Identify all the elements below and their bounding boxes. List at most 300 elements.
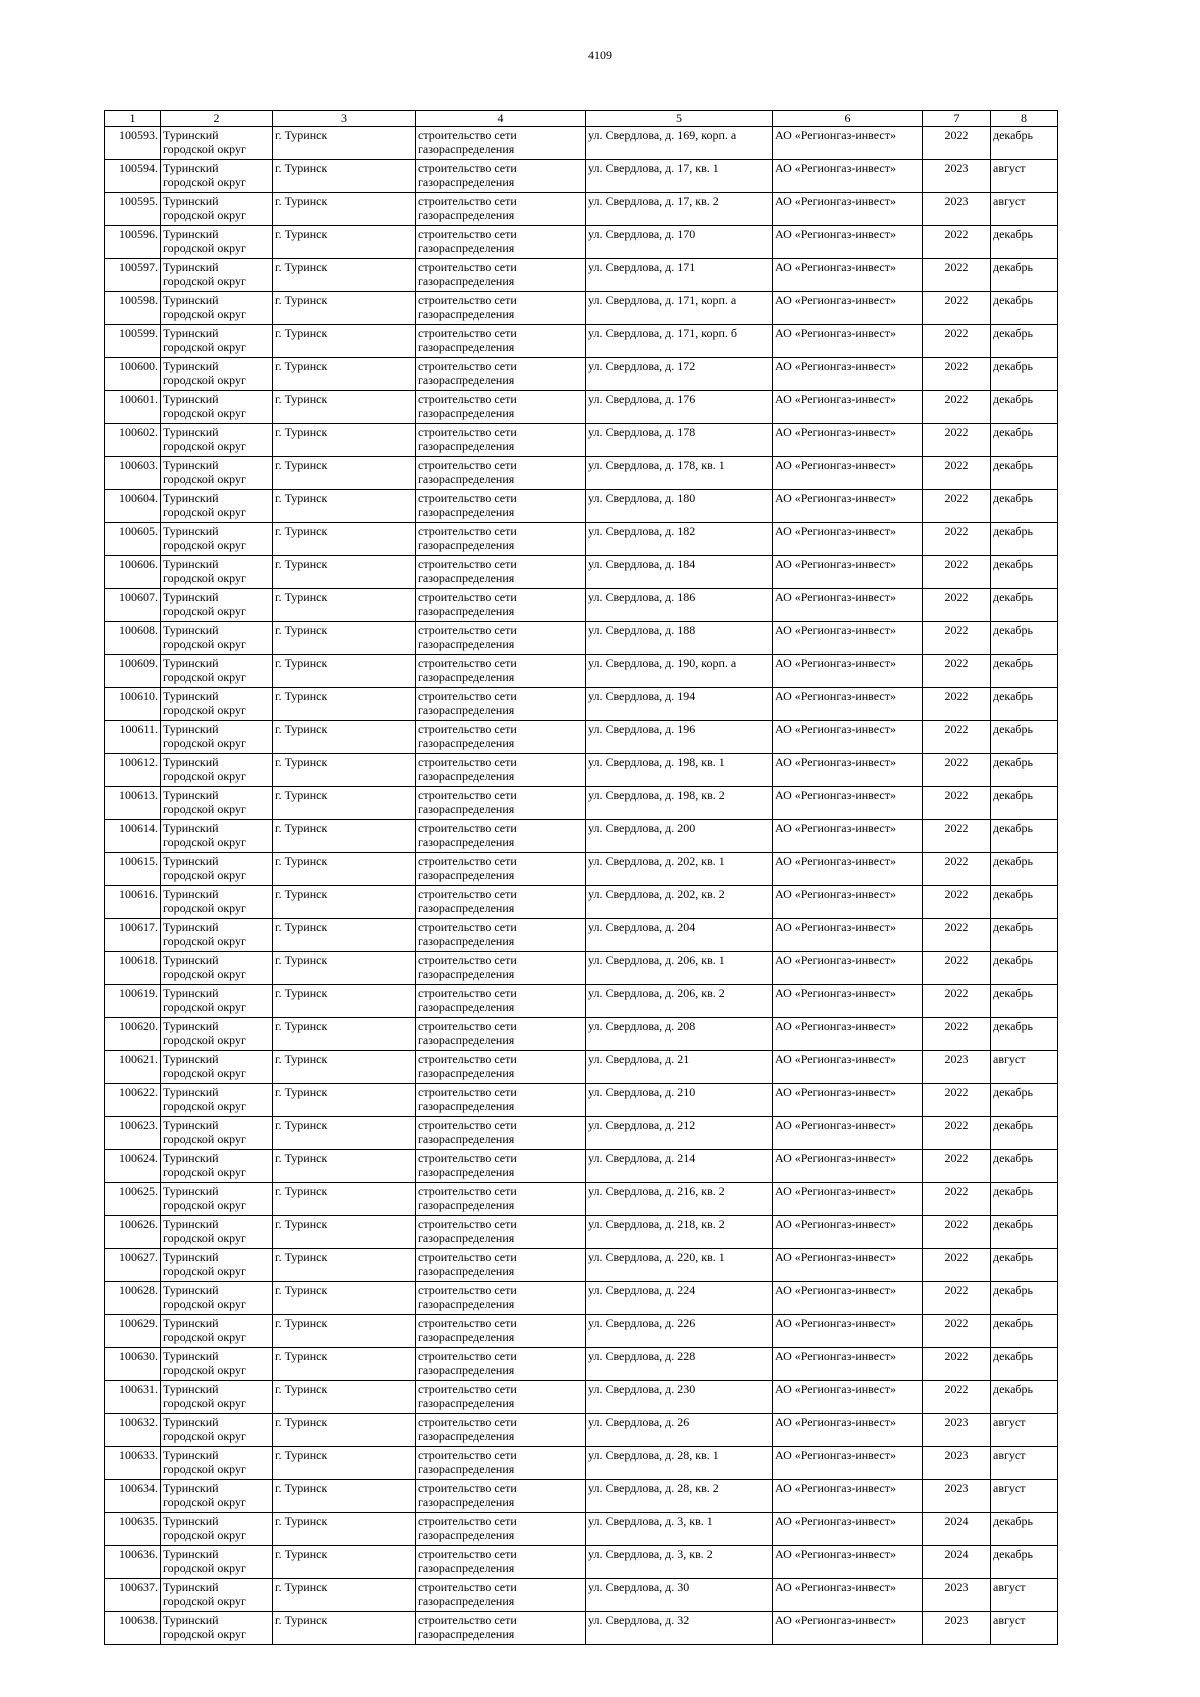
work-type-cell: [416, 721, 586, 754]
address-cell: ул. Свердлова, д. 3, кв. 2: [586, 1546, 773, 1579]
work-type-cell: [416, 556, 586, 589]
town-cell: г. Туринск: [273, 1612, 416, 1645]
month-cell: декабрь: [991, 1018, 1058, 1051]
work-type-line: газораспределения: [418, 967, 515, 981]
year-cell: 2022: [923, 1282, 991, 1315]
operator-cell: АО «Регионгаз-инвест»: [773, 424, 923, 457]
month-cell: декабрь: [991, 358, 1058, 391]
table-row: [105, 1447, 1058, 1480]
work-type-cell: [416, 523, 586, 556]
work-type-line: строительство сети: [418, 788, 517, 802]
district-cell: [161, 1513, 273, 1546]
address-cell: ул. Свердлова, д. 194: [586, 688, 773, 721]
work-type-line: строительство сети: [418, 1118, 517, 1132]
work-type-line: строительство сети: [418, 557, 517, 571]
work-type-line: строительство сети: [418, 755, 517, 769]
row-number: 100607.: [105, 589, 161, 622]
year-cell: 2022: [923, 985, 991, 1018]
table-row: [105, 1018, 1058, 1051]
address-cell: ул. Свердлова, д. 3, кв. 1: [586, 1513, 773, 1546]
work-type-line: газораспределения: [418, 1033, 515, 1047]
work-type-line: газораспределения: [418, 1594, 515, 1608]
district-line: городской округ: [163, 967, 246, 981]
operator-cell: АО «Регионгаз-инвест»: [773, 1447, 923, 1480]
month-cell: декабрь: [991, 1546, 1058, 1579]
year-cell: 2022: [923, 853, 991, 886]
table-row: [105, 589, 1058, 622]
work-type-line: строительство сети: [418, 953, 517, 967]
work-type-line: газораспределения: [418, 1627, 515, 1641]
operator-cell: АО «Регионгаз-инвест»: [773, 1150, 923, 1183]
district-line: Туринский: [163, 293, 219, 307]
month-cell: декабрь: [991, 754, 1058, 787]
district-cell: [161, 193, 273, 226]
district-line: Туринский: [163, 1217, 219, 1231]
row-number: 100608.: [105, 622, 161, 655]
address-cell: ул. Свердлова, д. 171, корп. а: [586, 292, 773, 325]
address-cell: ул. Свердлова, д. 218, кв. 2: [586, 1216, 773, 1249]
district-cell: [161, 424, 273, 457]
work-type-line: газораспределения: [418, 802, 515, 816]
work-type-cell: [416, 490, 586, 523]
district-cell: [161, 754, 273, 787]
work-type-line: строительство сети: [418, 1151, 517, 1165]
row-number: 100599.: [105, 325, 161, 358]
work-type-line: газораспределения: [418, 406, 515, 420]
address-cell: ул. Свердлова, д. 26: [586, 1414, 773, 1447]
table-row: [105, 1546, 1058, 1579]
operator-cell: АО «Регионгаз-инвест»: [773, 721, 923, 754]
month-cell: декабрь: [991, 1249, 1058, 1282]
district-line: городской округ: [163, 1462, 246, 1476]
address-cell: ул. Свердлова, д. 171, корп. б: [586, 325, 773, 358]
year-cell: 2022: [923, 688, 991, 721]
month-cell: декабрь: [991, 1150, 1058, 1183]
table-row: [105, 457, 1058, 490]
district-cell: [161, 490, 273, 523]
work-type-line: строительство сети: [418, 590, 517, 604]
district-line: городской округ: [163, 1165, 246, 1179]
table-body: [105, 127, 1058, 1645]
work-type-cell: [416, 226, 586, 259]
district-cell: [161, 292, 273, 325]
month-cell: декабрь: [991, 490, 1058, 523]
district-cell: [161, 1183, 273, 1216]
district-line: городской округ: [163, 571, 246, 585]
table-row: [105, 1282, 1058, 1315]
year-cell: 2022: [923, 655, 991, 688]
work-type-cell: [416, 457, 586, 490]
address-cell: ул. Свердлова, д. 186: [586, 589, 773, 622]
operator-cell: АО «Регионгаз-инвест»: [773, 1051, 923, 1084]
address-cell: ул. Свердлова, д. 226: [586, 1315, 773, 1348]
operator-cell: АО «Регионгаз-инвест»: [773, 391, 923, 424]
year-cell: 2022: [923, 820, 991, 853]
row-number: 100613.: [105, 787, 161, 820]
year-cell: 2024: [923, 1546, 991, 1579]
table-row: [105, 952, 1058, 985]
work-type-cell: [416, 1117, 586, 1150]
operator-cell: АО «Регионгаз-инвест»: [773, 556, 923, 589]
work-type-cell: [416, 1612, 586, 1645]
district-line: Туринский: [163, 557, 219, 571]
town-cell: г. Туринск: [273, 127, 416, 160]
work-type-line: газораспределения: [418, 307, 515, 321]
address-cell: ул. Свердлова, д. 178, кв. 1: [586, 457, 773, 490]
district-line: городской округ: [163, 1000, 246, 1014]
district-cell: [161, 523, 273, 556]
town-cell: г. Туринск: [273, 688, 416, 721]
district-cell: [161, 1018, 273, 1051]
work-type-line: газораспределения: [418, 1264, 515, 1278]
year-cell: 2022: [923, 787, 991, 820]
district-line: городской округ: [163, 1231, 246, 1245]
work-type-line: строительство сети: [418, 1613, 517, 1627]
work-type-cell: [416, 325, 586, 358]
work-type-cell: [416, 1315, 586, 1348]
work-type-line: строительство сети: [418, 920, 517, 934]
operator-cell: АО «Регионгаз-инвест»: [773, 1117, 923, 1150]
year-cell: 2022: [923, 391, 991, 424]
district-line: городской округ: [163, 1396, 246, 1410]
district-line: Туринский: [163, 1613, 219, 1627]
column-header: 7: [923, 111, 991, 127]
month-cell: декабрь: [991, 1084, 1058, 1117]
work-type-line: газораспределения: [418, 1000, 515, 1014]
year-cell: 2022: [923, 1150, 991, 1183]
district-line: Туринский: [163, 1448, 219, 1462]
year-cell: 2022: [923, 490, 991, 523]
work-type-line: строительство сети: [418, 161, 517, 175]
district-line: Туринский: [163, 1349, 219, 1363]
table-row: [105, 1084, 1058, 1117]
work-type-line: газораспределения: [418, 571, 515, 585]
work-type-line: газораспределения: [418, 538, 515, 552]
operator-cell: АО «Регионгаз-инвест»: [773, 523, 923, 556]
month-cell: декабрь: [991, 820, 1058, 853]
district-line: городской округ: [163, 1528, 246, 1542]
year-cell: 2023: [923, 160, 991, 193]
work-type-line: газораспределения: [418, 736, 515, 750]
district-cell: [161, 1447, 273, 1480]
address-cell: ул. Свердлова, д. 230: [586, 1381, 773, 1414]
month-cell: декабрь: [991, 556, 1058, 589]
row-number: 100626.: [105, 1216, 161, 1249]
town-cell: г. Туринск: [273, 1150, 416, 1183]
district-line: городской округ: [163, 1330, 246, 1344]
month-cell: декабрь: [991, 1183, 1058, 1216]
address-cell: ул. Свердлова, д. 212: [586, 1117, 773, 1150]
month-cell: декабрь: [991, 127, 1058, 160]
row-number: 100634.: [105, 1480, 161, 1513]
town-cell: г. Туринск: [273, 1480, 416, 1513]
district-cell: [161, 325, 273, 358]
work-type-line: газораспределения: [418, 1297, 515, 1311]
year-cell: 2022: [923, 1381, 991, 1414]
district-line: Туринский: [163, 1052, 219, 1066]
district-line: городской округ: [163, 439, 246, 453]
month-cell: декабрь: [991, 589, 1058, 622]
year-cell: 2022: [923, 556, 991, 589]
work-type-cell: [416, 688, 586, 721]
table-row: [105, 721, 1058, 754]
district-cell: [161, 1546, 273, 1579]
town-cell: г. Туринск: [273, 1513, 416, 1546]
address-cell: ул. Свердлова, д. 17, кв. 2: [586, 193, 773, 226]
address-cell: ул. Свердлова, д. 169, корп. а: [586, 127, 773, 160]
address-cell: ул. Свердлова, д. 208: [586, 1018, 773, 1051]
table-row: [105, 688, 1058, 721]
work-type-line: газораспределения: [418, 208, 515, 222]
work-type-line: строительство сети: [418, 1019, 517, 1033]
row-number: 100622.: [105, 1084, 161, 1117]
year-cell: 2022: [923, 523, 991, 556]
district-cell: [161, 1150, 273, 1183]
district-line: городской округ: [163, 769, 246, 783]
operator-cell: АО «Регионгаз-инвест»: [773, 688, 923, 721]
column-header: 4: [416, 111, 586, 127]
address-cell: ул. Свердлова, д. 28, кв. 1: [586, 1447, 773, 1480]
work-type-cell: [416, 1480, 586, 1513]
district-cell: [161, 688, 273, 721]
address-cell: ул. Свердлова, д. 198, кв. 2: [586, 787, 773, 820]
town-cell: г. Туринск: [273, 919, 416, 952]
district-line: Туринский: [163, 425, 219, 439]
work-type-cell: [416, 886, 586, 919]
month-cell: декабрь: [991, 787, 1058, 820]
work-type-line: строительство сети: [418, 1052, 517, 1066]
address-cell: ул. Свердлова, д. 214: [586, 1150, 773, 1183]
town-cell: г. Туринск: [273, 358, 416, 391]
town-cell: г. Туринск: [273, 226, 416, 259]
operator-cell: АО «Регионгаз-инвест»: [773, 589, 923, 622]
work-type-cell: [416, 259, 586, 292]
work-type-cell: [416, 1546, 586, 1579]
work-type-line: газораспределения: [418, 934, 515, 948]
month-cell: декабрь: [991, 721, 1058, 754]
district-line: Туринский: [163, 227, 219, 241]
year-cell: 2022: [923, 721, 991, 754]
month-cell: декабрь: [991, 655, 1058, 688]
month-cell: декабрь: [991, 391, 1058, 424]
town-cell: г. Туринск: [273, 886, 416, 919]
district-line: Туринский: [163, 1019, 219, 1033]
district-cell: [161, 622, 273, 655]
operator-cell: АО «Регионгаз-инвест»: [773, 1249, 923, 1282]
table-row: [105, 292, 1058, 325]
year-cell: 2023: [923, 1414, 991, 1447]
row-number: 100617.: [105, 919, 161, 952]
work-type-cell: [416, 952, 586, 985]
work-type-line: газораспределения: [418, 1099, 515, 1113]
table-row: [105, 1315, 1058, 1348]
month-cell: август: [991, 1447, 1058, 1480]
work-type-line: строительство сети: [418, 491, 517, 505]
address-cell: ул. Свердлова, д. 178: [586, 424, 773, 457]
town-cell: г. Туринск: [273, 1249, 416, 1282]
operator-cell: АО «Регионгаз-инвест»: [773, 1084, 923, 1117]
month-cell: декабрь: [991, 457, 1058, 490]
row-number: 100629.: [105, 1315, 161, 1348]
work-type-cell: [416, 1447, 586, 1480]
town-cell: г. Туринск: [273, 490, 416, 523]
table-row: [105, 754, 1058, 787]
row-number: 100632.: [105, 1414, 161, 1447]
operator-cell: АО «Регионгаз-инвест»: [773, 1315, 923, 1348]
town-cell: г. Туринск: [273, 1282, 416, 1315]
month-cell: август: [991, 1051, 1058, 1084]
district-line: Туринский: [163, 1184, 219, 1198]
work-type-line: газораспределения: [418, 1231, 515, 1245]
table-row: [105, 985, 1058, 1018]
work-type-line: строительство сети: [418, 194, 517, 208]
town-cell: г. Туринск: [273, 1381, 416, 1414]
town-cell: г. Туринск: [273, 754, 416, 787]
table-row: [105, 523, 1058, 556]
work-type-line: строительство сети: [418, 1316, 517, 1330]
row-number: 100618.: [105, 952, 161, 985]
work-type-cell: [416, 1348, 586, 1381]
district-line: Туринский: [163, 1481, 219, 1495]
town-cell: г. Туринск: [273, 325, 416, 358]
district-line: городской округ: [163, 1297, 246, 1311]
district-line: городской округ: [163, 1099, 246, 1113]
town-cell: г. Туринск: [273, 787, 416, 820]
work-type-line: газораспределения: [418, 505, 515, 519]
address-cell: ул. Свердлова, д. 216, кв. 2: [586, 1183, 773, 1216]
district-line: Туринский: [163, 656, 219, 670]
operator-cell: АО «Регионгаз-инвест»: [773, 457, 923, 490]
work-type-line: строительство сети: [418, 1580, 517, 1594]
table-row: [105, 325, 1058, 358]
town-cell: г. Туринск: [273, 721, 416, 754]
work-type-cell: [416, 358, 586, 391]
month-cell: август: [991, 1414, 1058, 1447]
district-line: городской округ: [163, 505, 246, 519]
district-line: городской округ: [163, 1561, 246, 1575]
district-line: Туринский: [163, 326, 219, 340]
district-cell: [161, 457, 273, 490]
district-cell: [161, 226, 273, 259]
work-type-line: газораспределения: [418, 868, 515, 882]
district-cell: [161, 391, 273, 424]
address-cell: ул. Свердлова, д. 21: [586, 1051, 773, 1084]
operator-cell: АО «Регионгаз-инвест»: [773, 754, 923, 787]
district-line: Туринский: [163, 458, 219, 472]
district-line: городской округ: [163, 1033, 246, 1047]
column-header: 3: [273, 111, 416, 127]
year-cell: 2023: [923, 1579, 991, 1612]
district-line: городской округ: [163, 406, 246, 420]
row-number: 100633.: [105, 1447, 161, 1480]
address-cell: ул. Свердлова, д. 210: [586, 1084, 773, 1117]
year-cell: 2022: [923, 886, 991, 919]
operator-cell: АО «Регионгаз-инвест»: [773, 787, 923, 820]
work-type-line: газораспределения: [418, 835, 515, 849]
table-row: [105, 886, 1058, 919]
address-cell: ул. Свердлова, д. 17, кв. 1: [586, 160, 773, 193]
operator-cell: АО «Регионгаз-инвест»: [773, 193, 923, 226]
year-cell: 2022: [923, 1249, 991, 1282]
district-cell: [161, 358, 273, 391]
month-cell: август: [991, 1612, 1058, 1645]
row-number: 100603.: [105, 457, 161, 490]
district-cell: [161, 127, 273, 160]
address-cell: ул. Свердлова, д. 32: [586, 1612, 773, 1645]
work-type-line: газораспределения: [418, 241, 515, 255]
row-number: 100609.: [105, 655, 161, 688]
district-cell: [161, 721, 273, 754]
district-line: городской округ: [163, 208, 246, 222]
work-type-line: строительство сети: [418, 524, 517, 538]
column-header: 1: [105, 111, 161, 127]
table-row: [105, 1117, 1058, 1150]
district-line: городской округ: [163, 1495, 246, 1509]
work-type-cell: [416, 1216, 586, 1249]
table-row: [105, 919, 1058, 952]
table-row: [105, 1051, 1058, 1084]
address-cell: ул. Свердлова, д. 28, кв. 2: [586, 1480, 773, 1513]
town-cell: г. Туринск: [273, 556, 416, 589]
year-cell: 2022: [923, 457, 991, 490]
address-cell: ул. Свердлова, д. 30: [586, 1579, 773, 1612]
work-type-line: строительство сети: [418, 1415, 517, 1429]
district-line: городской округ: [163, 868, 246, 882]
district-line: городской округ: [163, 901, 246, 915]
town-cell: г. Туринск: [273, 1579, 416, 1612]
address-cell: ул. Свердлова, д. 220, кв. 1: [586, 1249, 773, 1282]
district-line: городской округ: [163, 934, 246, 948]
column-header: 6: [773, 111, 923, 127]
year-cell: 2022: [923, 1018, 991, 1051]
district-cell: [161, 985, 273, 1018]
town-cell: г. Туринск: [273, 985, 416, 1018]
table-row: [105, 1612, 1058, 1645]
table-row: [105, 622, 1058, 655]
work-type-line: газораспределения: [418, 1495, 515, 1509]
table-row: [105, 259, 1058, 292]
operator-cell: АО «Регионгаз-инвест»: [773, 127, 923, 160]
month-cell: декабрь: [991, 952, 1058, 985]
year-cell: 2022: [923, 1117, 991, 1150]
district-line: городской округ: [163, 604, 246, 618]
district-line: Туринский: [163, 821, 219, 835]
row-number: 100619.: [105, 985, 161, 1018]
operator-cell: АО «Регионгаз-инвест»: [773, 1018, 923, 1051]
address-cell: ул. Свердлова, д. 200: [586, 820, 773, 853]
district-line: городской округ: [163, 1429, 246, 1443]
month-cell: декабрь: [991, 919, 1058, 952]
table-row: [105, 424, 1058, 457]
month-cell: декабрь: [991, 424, 1058, 457]
work-type-line: строительство сети: [418, 1184, 517, 1198]
row-number: 100611.: [105, 721, 161, 754]
work-type-line: строительство сети: [418, 1382, 517, 1396]
row-number: 100612.: [105, 754, 161, 787]
district-cell: [161, 589, 273, 622]
work-type-line: газораспределения: [418, 274, 515, 288]
district-line: Туринский: [163, 1316, 219, 1330]
town-cell: г. Туринск: [273, 1414, 416, 1447]
row-number: 100610.: [105, 688, 161, 721]
district-line: Туринский: [163, 590, 219, 604]
work-type-line: строительство сети: [418, 260, 517, 274]
work-type-cell: [416, 1183, 586, 1216]
row-number: 100614.: [105, 820, 161, 853]
month-cell: декабрь: [991, 523, 1058, 556]
address-cell: ул. Свердлова, д. 188: [586, 622, 773, 655]
district-line: Туринский: [163, 1514, 219, 1528]
